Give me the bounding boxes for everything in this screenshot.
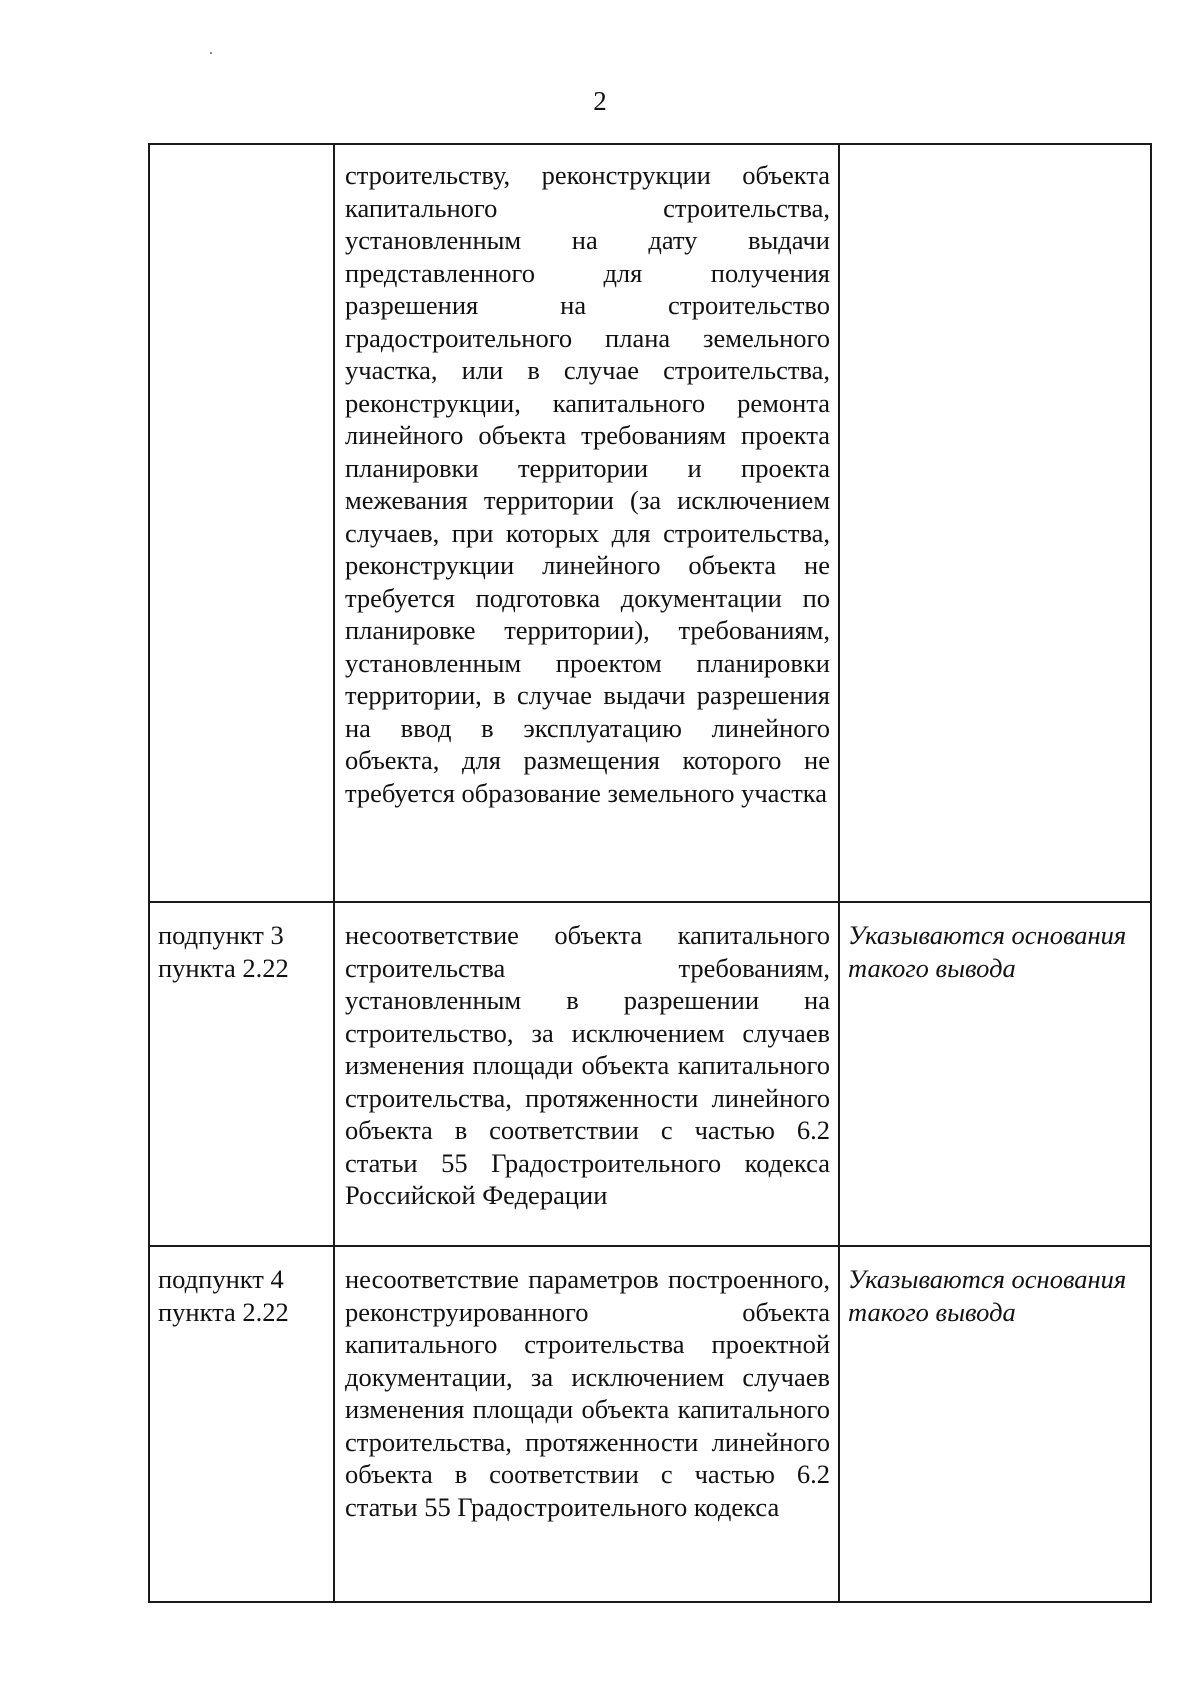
reference-cell: подпункт 4 пункта 2.22 xyxy=(149,1246,334,1602)
note-cell xyxy=(839,144,1151,902)
reference-cell xyxy=(149,144,334,902)
grounds-table xyxy=(148,143,1152,1603)
table-row xyxy=(149,144,1151,902)
scan-artifact xyxy=(210,52,212,54)
reference-cell: подпункт 3 пункта 2.22 xyxy=(149,902,334,1246)
description-cell: несоответствие объекта капитального строительства требованиям, установленным в разрешении на строительство, за исключением случаев изменения площади объекта капитального строительства, протяженности линейного объекта в соответствии с частью 6.2 статьи 55 Градостроительного кодекса Российской Федерации xyxy=(334,902,839,1246)
description-cell: несоответствие параметров построенного, реконструированного объекта капитального строительства проектной документации, за исключением случаев изменения площади объекта капитального строительства, протяженности линейного объекта в соответствии с частью 6.2 статьи 55 Градостроительного кодекса xyxy=(334,1246,839,1602)
table-row xyxy=(149,1246,1151,1602)
note-cell: Указываются основания такого вывода xyxy=(839,1246,1151,1602)
note-cell: Указываются основания такого вывода xyxy=(839,902,1151,1246)
page-number: 2 xyxy=(593,86,607,116)
table-row xyxy=(149,902,1151,1246)
description-cell: строительству, реконструкции объекта капитального строительства, установленным на дату выдачи представленного для получения разрешения на строительство градостроительного плана земельного участка, или в случае строительства, реконструкции, капитального ремонта линейного объекта требованиям проекта планировки территории и проекта межевания территории (за исключением случаев, при которых для строительства, реконструкции линейного объекта не требуется подготовка документации по планировке территории), требованиям, установленным проектом планировки территории, в случае выдачи разрешения на ввод в эксплуатацию линейного объекта, для размещения которого не требуется образование земельного участка xyxy=(334,144,839,902)
